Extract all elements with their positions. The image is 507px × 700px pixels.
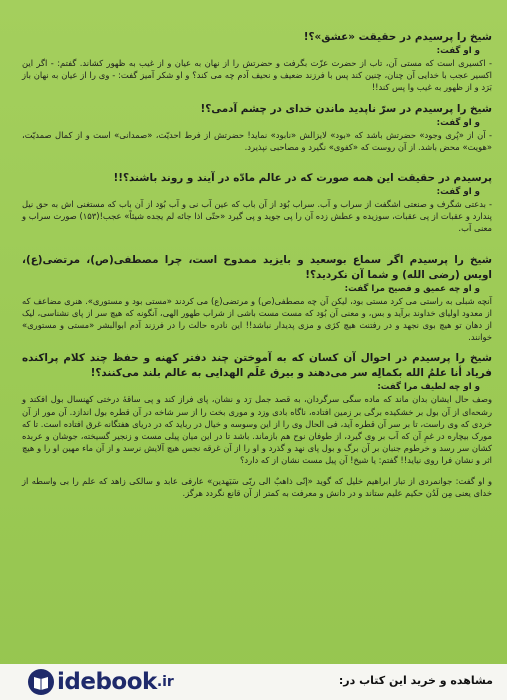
text-column: [22, 30, 492, 507]
question-heading: شیخ را پرسیدم در احوال آن کسان که به آموختن چند دفتر کهنه و حفظ چند کلام پراکنده فریاد أنا علمُ الله بکمالِه سر می‌دهند و بیرق عَلَم الهدایی به عالم بلند می‌کنند؟!: [22, 352, 492, 380]
question-heading: شیخ را پرسیدم در حقیقت «عشق»؟!: [303, 31, 492, 43]
book-logo-icon: [28, 669, 54, 695]
question-heading: پرسیدم در حقیقت این همه صورت که در عالم مادّه در آیند و روند باشند؟!!: [113, 172, 492, 185]
qa-section: [22, 351, 492, 466]
answer-text: وصف حال ایشان بدان ماند که ماده سگی سرگردان، به قصد جمل رَد و نشان، پای فراز کند و پی ساقهٔ درختی کهنسال بول افکند و رشحه‌ای از آن بول بر خشکیده برگی بر زمین افتاده، ناگاه بادی وزد و موری بخت را از سر شاخه در آن قطره بول اندازد. آن مور از آن خردی که وی راست، تا بر سر آن قطره آید، فی الحال وی را از این وسوسه و خیال در رباید که در دریای هفتگانه غرق افتاده است. تا که مورک بیچاره در غمِ آن که آب بر وی گیرد، از طوفان نوح هم بازماند. باشد تا در این میان پیلی مست و زنجیر گسیخته، جوشان و عربده کشان سر رسد و خرطوم جنبان بر آن برگ و بول پای نهد و گذرد و او را از آن غرقه نجس هیچ آلایش نرسد و از آن ماء مهین او را و هیچ اثر و نشان فرا روی نیاید!! گفتم: یا شیخ! آن پیل مست نشان از که دارد؟: [22, 394, 492, 466]
answer-text: - اکسیری است که مستی آن، تاب از حضرت عزّت بگرفت و حضرتش را از نهان به عیان و از غیب به ظهور کشاند. گفتم: - اگر این اکسیر عجب با خدایی آن چنان، چنین کند پس با فرزند ضعیف و نحیف آدم چه می کند؟ و او شکر آمیز گفت: - وی را از عیان به نهان باز بَرَد و از ظهور به غیب وا پس کند!!: [22, 58, 492, 93]
question-heading: شیخ را پرسیدم اگر سماع بوسعید و بایزید ممدوح است، چرا مصطفی(ص)، مرتضی(ع)، اویس (رضی الله) و شما آن نکردید؟!: [22, 253, 492, 281]
qa-section: [22, 253, 492, 344]
answer-text: آنچه شبلی به راستی می کرد مستی بود، لیکن آن چه مصطفی(ص) و مرتضی(ع) می کردند «مستی بود و مستوری». هنری مضاعف که از معدود اولیای خداوند برآید و بس، و معنی آن بُوَد که مست مست باشی از شراب طهور الهی، آنگونه که هیچ سر از پای نشناسی، لیک از دهان تو هیچ بوی نجهد و در رفتنت هیچ کژی و مزی پدیدار نباشد!! این نادره حالت را در فرزند آدم ابوالبشر «مستی و مستوری» خوانند.: [22, 295, 492, 343]
logo-wordmark: idebook: [57, 669, 157, 695]
store-tagline: مشاهده و خرید این کتاب در:: [338, 674, 493, 687]
closing-paragraph: [22, 475, 492, 499]
qa-section: [22, 30, 492, 94]
answer-intro: و او گفت:: [436, 46, 480, 56]
answer-intro: و او گفت:: [436, 187, 480, 198]
section-gap: [22, 161, 492, 171]
answer-intro: و او چه لطیف مرا گفت:: [377, 382, 480, 393]
answer-intro: و او چه عمیق و فصیح مرا گفت:: [344, 283, 480, 294]
store-banner[interactable]: [0, 664, 507, 700]
qa-section: [22, 171, 492, 235]
logo-domain: .ir: [156, 674, 174, 690]
answer-intro: و او گفت:: [436, 117, 480, 128]
idebook-logo[interactable]: [28, 667, 174, 697]
section-gap: [22, 243, 492, 253]
answer-text: - بدعتی شگرف و صنعتی اشگفت از سراب و آب. سراب بُوَد از آن باب که عین آب نی و آب بُوَد از آن باب که مستغنی اش به حق نیل پندارد و عقبات از پی عقبات، سوزیده و عطش زده آن را پی جوید و پی گیرد «حتّی اذا جائه لم یجده شیئاً» عجب!(۱۵۳) صورت سراب و معنی آب.: [22, 199, 493, 234]
answer-text: و او گفت: جوانمردی از تبار ابراهیم خلیل که گوید «إنّی ذاهبٌ الی ربّی سَیَهدین» عارفی عابد و سالکی زاهد که علم را بی واسطه از خدای یعنی مِن لَدُن حکیم علیم ستاند و در دانش و معرفت به کمتر از آن قانع نگردد هرگز.: [22, 475, 492, 498]
qa-section: [22, 102, 492, 153]
question-heading: شیخ را پرسیدم در سرّ ناپدید ماندن خدای در چشم آدمی؟!: [200, 102, 492, 115]
answer-text: - آن از «پُری وجود» حضرتش باشد که «بود» لایزالش «نابود» نماید! حضرتش از فرط احدیّت، «صمدانی» است و از کمال صمدیّت، «هویت» محض باشد. از آن روست که «کفوی» نگیرد و مصاحبی نپذیرد.: [22, 129, 492, 152]
